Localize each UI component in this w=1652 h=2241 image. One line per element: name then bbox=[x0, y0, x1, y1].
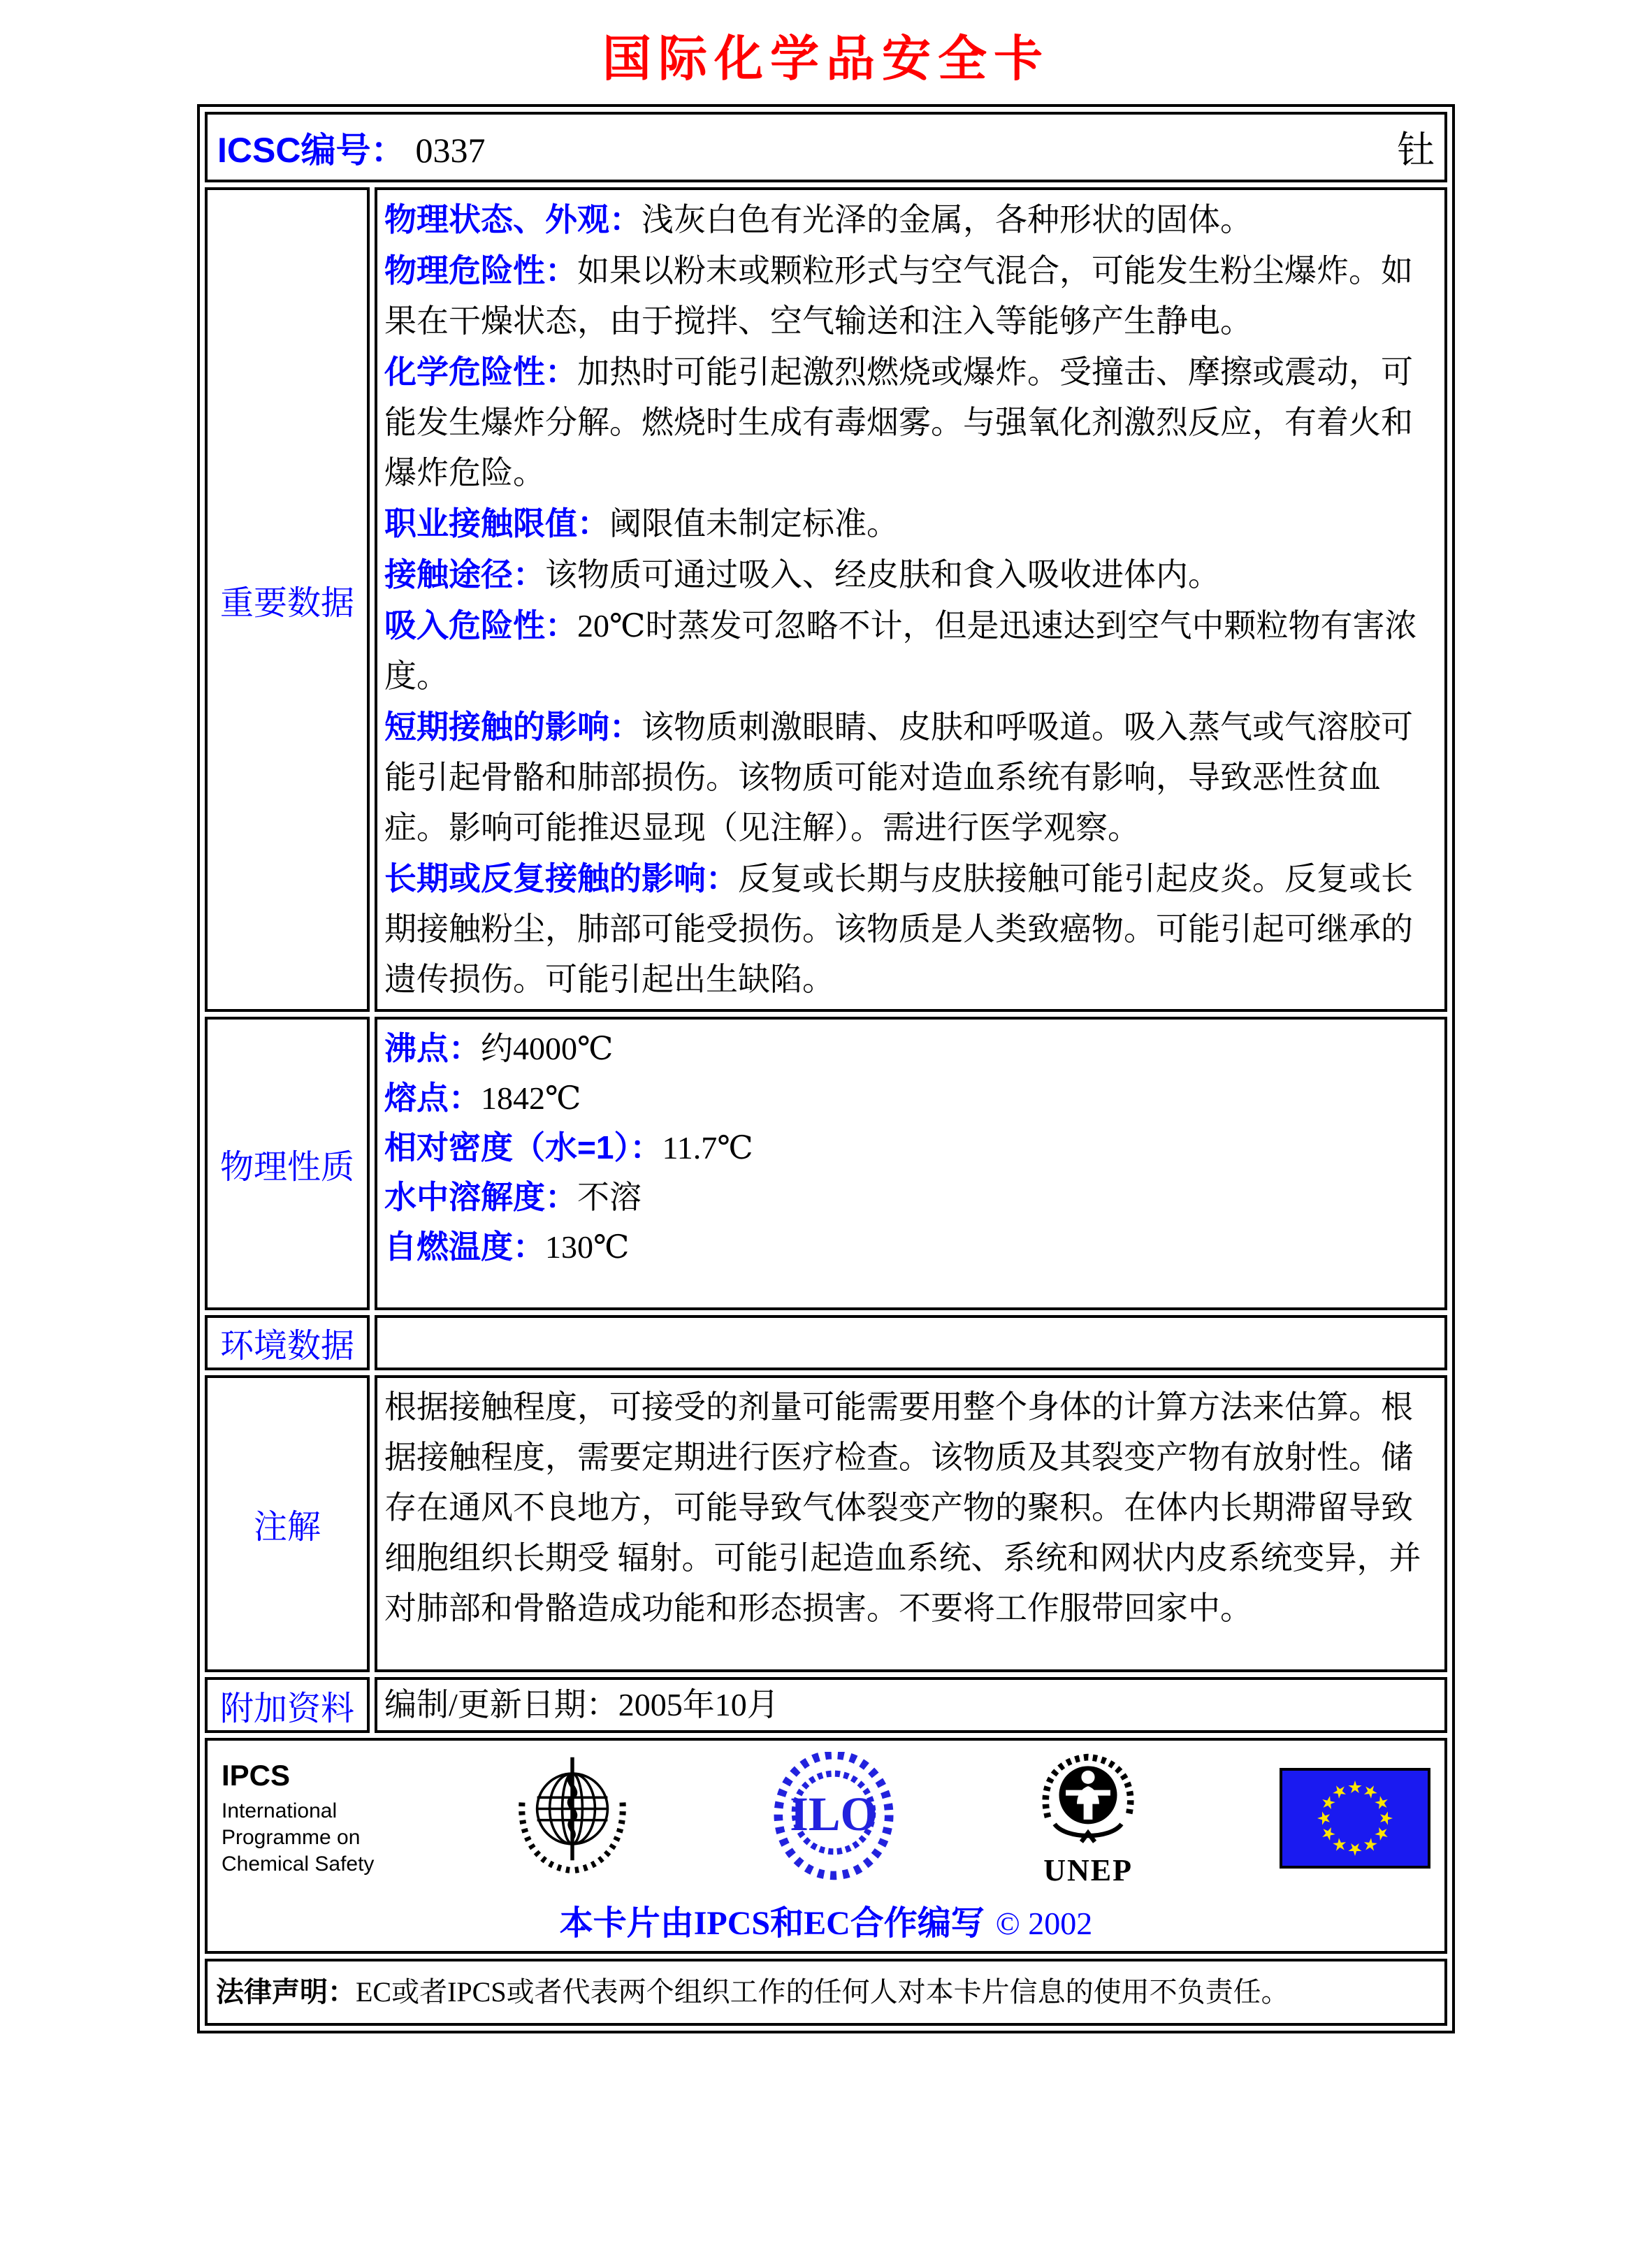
legal-cell bbox=[205, 1959, 1447, 2026]
header-row bbox=[205, 112, 1447, 182]
page-title: 国际化学品安全卡 bbox=[602, 33, 1050, 87]
notes-content: 根据接触程度，可接受的剂量可能需要用整个身体的计算方法来估算。根据接触程度，需要定期进行医疗检查。该物质及其裂变产物有放射性。储存在通风不良地方，可能导致气体裂变产物的聚积。在体内长期滞留导致细胞组织长期受 辐射。可能引起造血系统、系统和网状内皮系统变异，并对肺部和骨骼造成功能和形态损害。不要将工作服带回家中。 bbox=[375, 1375, 1447, 1672]
logos-cell bbox=[205, 1738, 1447, 1954]
paragraph-key: 短期接触的影响： bbox=[384, 709, 642, 745]
update-date-value: 2005年10月 bbox=[618, 1687, 779, 1723]
important-data-label: 重要数据 bbox=[205, 187, 370, 1012]
ilo-logo-icon bbox=[771, 1752, 897, 1885]
environmental-data-row bbox=[205, 1315, 1447, 1370]
property-key: 水中溶解度： bbox=[384, 1179, 577, 1215]
notes-label: 注解 bbox=[205, 1375, 370, 1672]
property-value: 11.7℃ bbox=[662, 1130, 753, 1166]
paragraph-key: 物理状态、外观： bbox=[384, 201, 642, 238]
important-data-content bbox=[375, 187, 1447, 1012]
paragraph-text: 该物质可通过吸入、经皮肤和食入吸收进体内。 bbox=[545, 557, 1220, 593]
update-date-key: 编制/更新日期： bbox=[384, 1687, 618, 1723]
ilo-monogram: ILO bbox=[790, 1787, 878, 1841]
legal-text: EC或者IPCS或者代表两个组织工作的任何人对本卡片信息的使用不负责任。 bbox=[356, 1976, 1289, 2008]
property-key: 沸点： bbox=[384, 1030, 481, 1066]
paragraph bbox=[384, 498, 1437, 549]
paragraph bbox=[384, 600, 1437, 702]
icsc-number-value: 0337 bbox=[415, 130, 486, 170]
paragraph-key: 长期或反复接触的影响： bbox=[384, 860, 738, 897]
paragraph-key: 吸入危险性： bbox=[384, 607, 577, 644]
property-value: 130℃ bbox=[545, 1229, 630, 1265]
paragraph bbox=[384, 549, 1437, 600]
paragraph-text: 20℃时蒸发可忽略不计，但是迅速达到空气中颗粒物有害浓度。 bbox=[384, 608, 1417, 694]
paragraph-key: 物理危险性： bbox=[384, 252, 577, 289]
paragraph bbox=[384, 347, 1437, 498]
paragraph-key: 接触途径： bbox=[384, 556, 545, 593]
unep-logo-icon bbox=[1032, 1750, 1144, 1886]
eu-flag-icon bbox=[1280, 1768, 1430, 1869]
important-data-row bbox=[205, 187, 1447, 1012]
safety-card-table bbox=[197, 104, 1455, 2033]
ipcs-full-name-line: International bbox=[222, 1799, 338, 1822]
icsc-number-group bbox=[217, 122, 485, 173]
paragraph-key: 职业接触限值： bbox=[384, 505, 609, 542]
unep-wordmark: UNEP bbox=[1043, 1853, 1133, 1887]
paragraph-text: 反复或长期与皮肤接触可能引起皮炎。反复或长期接触粉尘，肺部可能受损伤。该物质是人类致癌物。可能引起可继承的遗传损伤。可能引起出生缺陷。 bbox=[384, 861, 1413, 997]
paragraph-text: 加热时可能引起激烈燃烧或爆炸。受撞击、摩擦或震动，可能发生爆炸分解。燃烧时生成有毒烟雾。与强氧化剂激烈反应，有着火和爆炸危险。 bbox=[384, 354, 1413, 491]
physical-properties-content bbox=[375, 1017, 1447, 1310]
additional-info-content bbox=[375, 1677, 1447, 1733]
who-logo-icon bbox=[509, 1752, 635, 1885]
legal-label: 法律声明： bbox=[216, 1977, 356, 2008]
environmental-data-content bbox=[375, 1315, 1447, 1370]
paragraph bbox=[384, 702, 1437, 853]
paragraph-text: 浅灰白色有光泽的金属，各种形状的固体。 bbox=[642, 202, 1252, 238]
property-line bbox=[384, 1123, 1437, 1173]
property-key: 相对密度（水=1）： bbox=[384, 1129, 662, 1166]
property-line bbox=[384, 1073, 1437, 1123]
paragraph-key: 化学危险性： bbox=[384, 354, 577, 390]
property-value: 1842℃ bbox=[481, 1080, 581, 1116]
ipcs-full-name-line: Programme on bbox=[222, 1826, 361, 1849]
icsc-number-label: ICSC编号： bbox=[217, 130, 406, 170]
property-line bbox=[384, 1173, 1437, 1222]
physical-properties-row bbox=[205, 1017, 1447, 1310]
paragraph bbox=[384, 194, 1437, 245]
property-key: 自燃温度： bbox=[384, 1228, 545, 1265]
credit-line bbox=[222, 1896, 1430, 1944]
property-line bbox=[384, 1222, 1437, 1272]
property-value: 不溶 bbox=[577, 1180, 642, 1215]
substance-name: 钍 bbox=[1397, 129, 1435, 171]
legal-row bbox=[205, 1959, 1447, 2026]
property-key: 熔点： bbox=[384, 1080, 481, 1116]
additional-info-row bbox=[205, 1677, 1447, 1733]
additional-info-label: 附加资料 bbox=[205, 1677, 370, 1733]
notes-row bbox=[205, 1375, 1447, 1672]
property-line bbox=[384, 1024, 1437, 1073]
environmental-data-label: 环境数据 bbox=[205, 1315, 370, 1370]
ipcs-text-block bbox=[222, 1759, 374, 1878]
property-value: 约4000℃ bbox=[481, 1031, 614, 1066]
paragraph-text: 如果以粉末或颗粒形式与空气混合，可能发生粉尘爆炸。如果在干燥状态，由于搅拌、空气输送和注入等能够产生静电。 bbox=[384, 253, 1413, 339]
header-cell bbox=[205, 112, 1447, 182]
credit-year: © 2002 bbox=[995, 1906, 1093, 1941]
paragraph bbox=[384, 245, 1437, 347]
paragraph-text: 阈限值未制定标准。 bbox=[609, 506, 899, 542]
paragraph bbox=[384, 853, 1437, 1005]
ipcs-name: IPCS bbox=[222, 1759, 291, 1792]
paragraph-text: 该物质刺激眼睛、皮肤和呼吸道。吸入蒸气或气溶胶可能引起骨骼和肺部损伤。该物质可能对造血系统有影响，导致恶性贫血症。影响可能推迟显现（见注解）。需进行医学观察。 bbox=[384, 709, 1413, 846]
ipcs-full-name-line: Chemical Safety bbox=[222, 1852, 375, 1876]
credit-text: 本卡片由IPCS和EC合作编写 bbox=[559, 1905, 985, 1942]
logos-row bbox=[205, 1738, 1447, 1954]
physical-properties-label: 物理性质 bbox=[205, 1017, 370, 1310]
